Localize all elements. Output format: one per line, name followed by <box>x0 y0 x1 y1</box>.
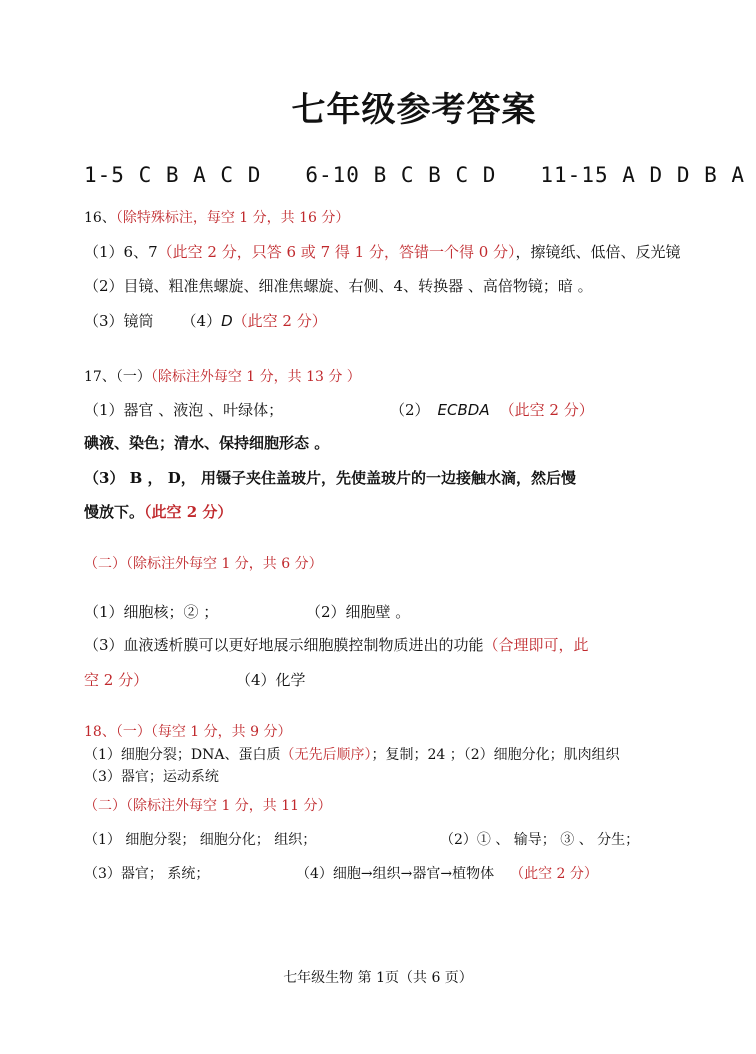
q18-heading: 18、（一）（每空 1 分，共 9 分） <box>84 724 292 740</box>
page-title: 七年级参考答案 <box>291 90 537 130</box>
q17-line-1a: （1）器官 、液泡 、叶绿体； <box>84 401 284 419</box>
q17-line-1b: （2） ECBDA （此空 2 分） <box>390 401 594 419</box>
q16-scoring-note: （除特殊标注，每空 1 分，共 16 分） <box>115 210 350 226</box>
q17-line-5b: （2）细胞壁 。 <box>306 603 411 621</box>
q16-line-3-note: （此空 2 分） <box>232 312 327 330</box>
q17-line-4-note: （此空 2 分） <box>144 503 233 521</box>
q17-line-6-note: （合理即可，此 <box>483 636 589 654</box>
q16-heading: 16、（除特殊标注，每空 1 分，共 16 分） <box>84 210 350 226</box>
mc-group-3: 11-15 A D D B A <box>540 163 746 187</box>
q18-line-4a: （3）器官； 系统； <box>84 866 210 882</box>
q17-line-2: 碘液、染色；清水、保持细胞形态 。 <box>84 434 330 452</box>
q16-line-2: （2）目镜、粗准焦螺旋、细准焦螺旋、右侧、4、转换器 、高倍物镜；暗 。 <box>84 277 593 295</box>
q17-line-7-note: 空 2 分） <box>84 671 149 689</box>
q17-line-6: （3）血液透析膜可以更好地展示细胞膜控制物质进出的功能（合理即可，此 <box>84 636 589 654</box>
q18-line-1: （1）细胞分裂；DNA、蛋白质（无先后顺序）；复制；24 ；（2）细胞分化；肌肉组织 <box>84 747 620 763</box>
mc-group-1: 1-5 C B A C D <box>84 163 262 187</box>
q17-line-7b: （4）化学 <box>236 671 306 689</box>
multiple-choice-answers <box>84 163 745 187</box>
q17-part-2-heading: （二）（除标注外每空 1 分，共 6 分） <box>84 556 323 572</box>
q17-line-5a: （1）细胞核；② ； <box>84 603 219 621</box>
q16-line-1-note: （此空 2 分，只答 6 或 7 得 1 分，答错一个得 0 分） <box>157 243 516 261</box>
q18-scoring-note: （每空 1 分，共 9 分） <box>150 724 292 740</box>
q17-line-3: （3） B ， D， 用镊子夹住盖玻片，先使盖玻片的一边接触水滴，然后慢 <box>84 469 577 487</box>
mc-group-2: 6-10 B C B C D <box>305 163 497 187</box>
page-footer: 七年级生物 第 1页（共 6 页） <box>283 970 473 986</box>
q17-scoring-note: （除标注外每空 1 分，共 13 分 ） <box>150 369 361 385</box>
q17-line-1-note: （此空 2 分） <box>499 401 594 419</box>
q16-line-3: （3）镜筒 （4）D（此空 2 分） <box>84 312 327 330</box>
q18-line-2: （3）器官；运动系统 <box>84 769 219 785</box>
q17-heading: 17、（一）（除标注外每空 1 分，共 13 分 ） <box>84 369 361 385</box>
q18-line-3b: （2）① 、 输导； ③ 、 分生； <box>440 832 640 848</box>
q17-line-4: 慢放下。（此空 2 分） <box>84 503 233 521</box>
q18-line-4-note: （此空 2 分） <box>510 866 598 882</box>
q18-part-2-heading: （二）（除标注外每空 1 分，共 11 分） <box>84 798 332 814</box>
q18-line-3a: （1） 细胞分裂； 细胞分化； 组织； <box>84 832 317 848</box>
q16-line-1: （1）6、7（此空 2 分，只答 6 或 7 得 1 分，答错一个得 0 分），擦镜纸、低倍、反光镜 <box>84 243 681 261</box>
q18-line-1-note: （无先后顺序） <box>280 747 372 763</box>
q18-line-4b: （4）细胞→组织→器官→植物体 （此空 2 分） <box>296 866 598 882</box>
